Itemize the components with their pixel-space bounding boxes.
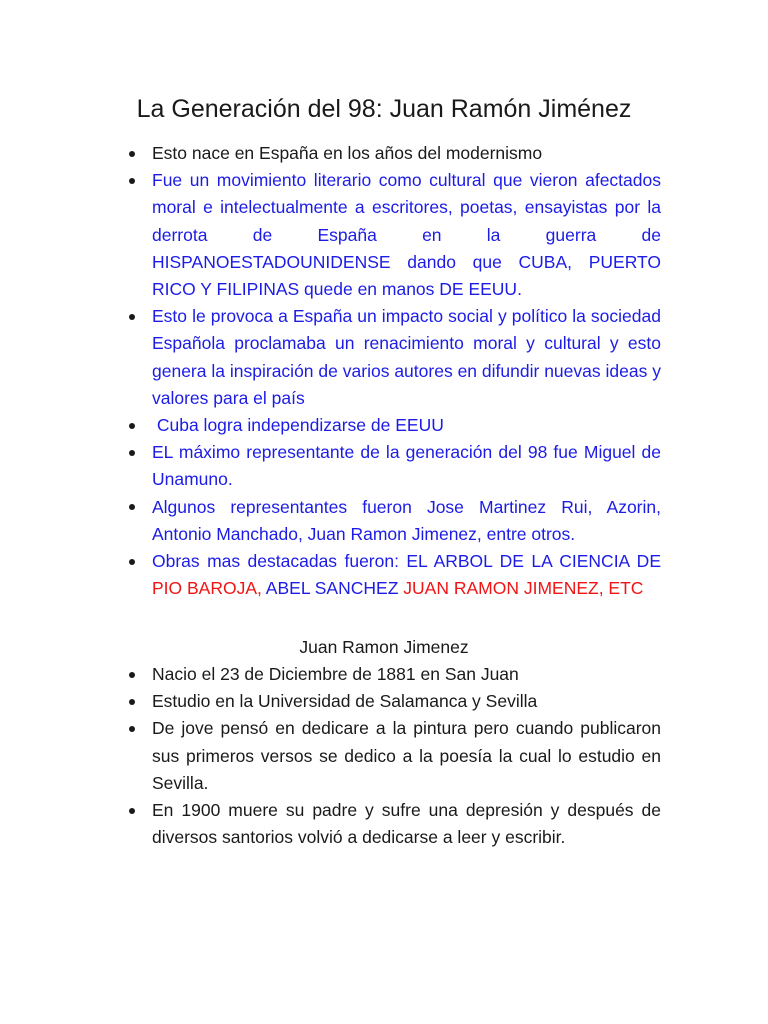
list-item: [127, 140, 661, 167]
bullet-text: EL máximo representante de la generación del 98 fue Miguel de Unamuno.: [152, 442, 661, 490]
list-item: [127, 688, 661, 715]
biography-bullet-list: [127, 661, 661, 851]
work-abel-sanchez: ABEL SANCHEZ: [265, 578, 399, 599]
list-item: [127, 494, 661, 548]
bullet-text: Esto le provoca a España un impacto social y político la sociedad Española proclamaba un renacimiento moral y cultural y esto genera la inspiración de varios autores en difundir nuevas ideas y valores para el país: [152, 306, 661, 408]
author-pio-baroja: PIO BAROJA,: [152, 578, 262, 599]
bullet-text: Nacio el 23 de Diciembre de 1881 en San Juan: [152, 664, 519, 684]
list-item: [127, 715, 661, 797]
author-juan-ramon-jimenez: JUAN RAMON JIMENEZ, ETC: [403, 578, 644, 599]
bullet-text: En 1900 muere su padre y sufre una depresión y después de diversos santorios volvió a dedicarse a leer y escribir.: [152, 800, 661, 848]
list-item: [127, 167, 661, 303]
bullet-text: De jove pensó en dedicare a la pintura pero cuando publicaron sus primeros versos se dedico a la poesía la cual lo estudio en Sevilla.: [152, 718, 661, 793]
section-heading: Juan Ramon Jimenez: [299, 637, 469, 657]
bullet-text-works-intro: Obras mas destacadas fueron: EL ARBOL DE LA CIENCIA DE: [152, 551, 661, 572]
list-item: [127, 439, 661, 493]
list-item: [127, 303, 661, 412]
bullet-text: Algunos representantes fueron Jose Martinez Rui, Azorin, Antonio Manchado, Juan Ramon Jimenez, entre otros.: [152, 496, 661, 544]
bullet-text: Esto nace en España en los años del modernismo: [152, 143, 543, 163]
list-item: [127, 797, 661, 851]
bullet-text: Cuba logra independizarse de EEUU: [152, 415, 444, 436]
bullet-text: Fue un movimiento literario como cultural que vieron afectados moral e intelectualmente a escritores, poetas, ensayistas por la derrota de España en la guerra de HISPANOESTADOUNIDENSE dando que CUBA, PUERTO RICO Y FILIPINAS quede en manos DE EEUU.: [152, 170, 661, 300]
page-title: La Generación del 98: Juan Ramón Jiménez: [136, 95, 632, 123]
generation-98-bullet-list: [127, 140, 661, 602]
list-item: [127, 661, 661, 688]
bullet-text: Estudio en la Universidad de Salamanca y Sevilla: [152, 691, 538, 712]
list-item-notable-works: [127, 548, 661, 602]
list-item: [127, 412, 661, 439]
